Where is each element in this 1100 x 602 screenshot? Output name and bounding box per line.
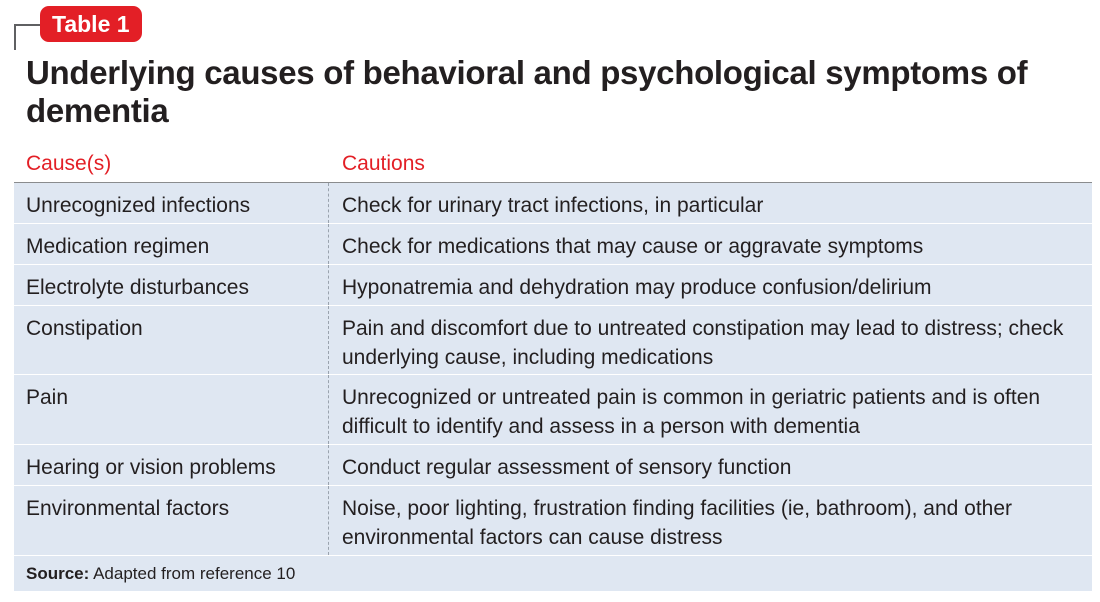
table-number-badge: Table 1 xyxy=(40,6,142,42)
column-header-cautions: Cautions xyxy=(342,152,425,175)
column-headers xyxy=(14,146,1092,184)
cause-cell: Electrolyte disturbances xyxy=(26,276,249,299)
table-body xyxy=(14,183,1092,555)
caution-cell: Check for medications that may cause or aggravate symptoms xyxy=(342,235,924,258)
caution-cell: Conduct regular assessment of sensory function xyxy=(342,456,792,479)
caution-cell: Noise, poor lighting, frustration finding facilities (ie, bathroom), and other environmental factors can cause distress xyxy=(342,497,1013,549)
source-text: Adapted from reference 10 xyxy=(89,564,296,583)
caution-cell: Unrecognized or untreated pain is common in geriatric patients and is often difficult to identify and assess in a person with dementia xyxy=(342,386,1041,438)
source-note xyxy=(14,555,1092,591)
table-row xyxy=(14,183,1092,224)
cause-cell: Pain xyxy=(26,386,69,409)
corner-bracket-decoration xyxy=(14,24,40,50)
table-row xyxy=(14,375,1092,445)
caution-cell: Hyponatremia and dehydration may produce confusion/delirium xyxy=(342,276,932,299)
table-row xyxy=(14,224,1092,265)
cause-cell: Unrecognized infections xyxy=(26,194,251,217)
table-row xyxy=(14,445,1092,486)
table-row xyxy=(14,486,1092,555)
caution-cell: Check for urinary tract infections, in particular xyxy=(342,194,764,217)
column-header-cause: Cause(s) xyxy=(26,152,112,175)
table-row xyxy=(14,265,1092,306)
cause-cell: Hearing or vision problems xyxy=(26,456,276,479)
cause-cell: Constipation xyxy=(26,317,143,340)
source-label: Source: xyxy=(26,564,90,583)
cause-cell: Environmental factors xyxy=(26,497,230,520)
caution-cell: Pain and discomfort due to untreated constipation may lead to distress; check underlying cause, including medications xyxy=(342,317,1064,369)
cause-cell: Medication regimen xyxy=(26,235,210,258)
table-title: Underlying causes of behavioral and psychological symptoms of dementia xyxy=(26,54,1028,129)
table-row xyxy=(14,306,1092,375)
